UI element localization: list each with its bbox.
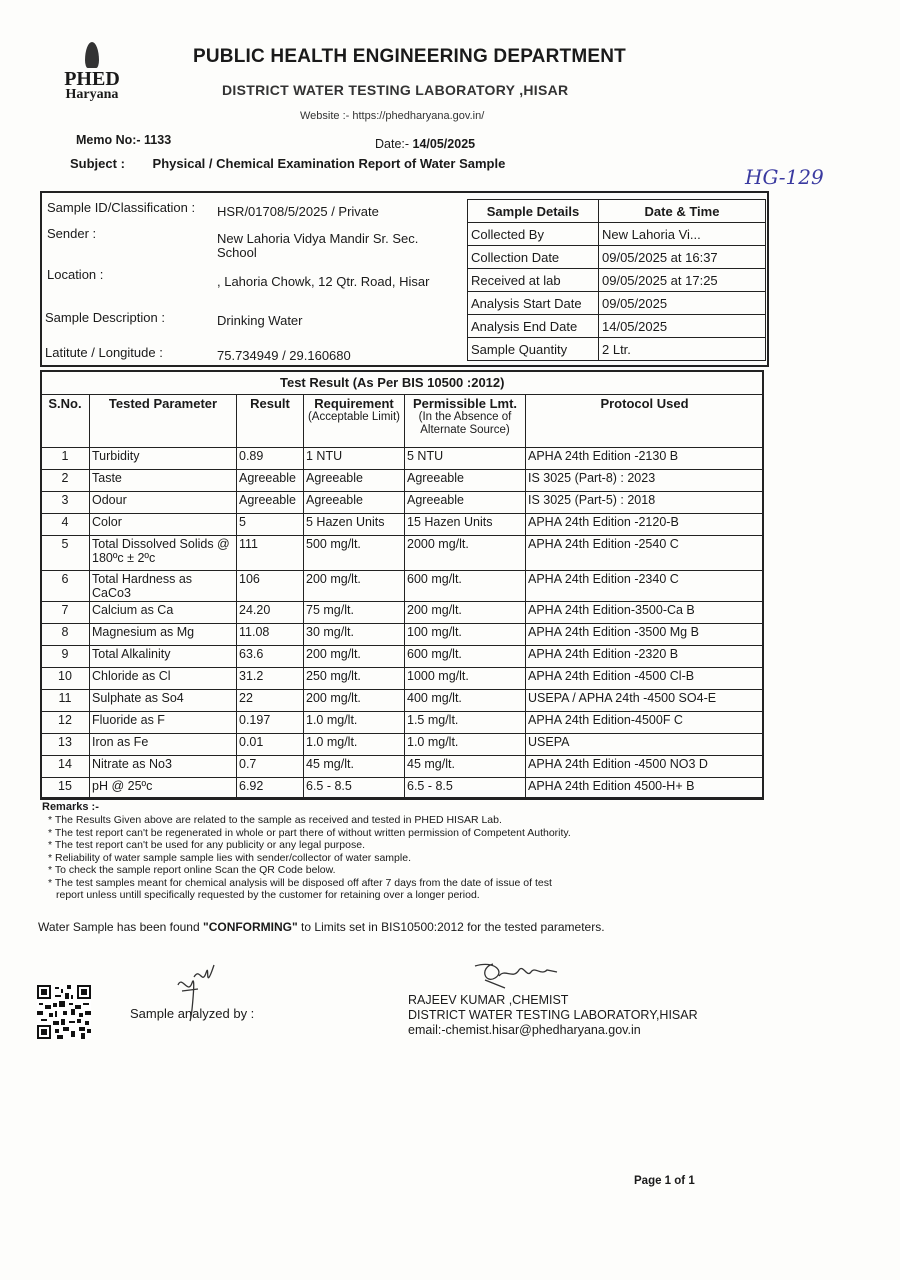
sender-line1: New Lahoria Vidya Mandir Sr. Sec. <box>217 231 419 246</box>
result-cell: 63.6 <box>237 646 304 668</box>
table-row <box>41 602 764 624</box>
param-cell: Iron as Fe <box>90 734 237 756</box>
permissible-cell: 1.0 mg/lt. <box>405 734 526 756</box>
table-row <box>41 448 764 470</box>
result-cell: 0.197 <box>237 712 304 734</box>
remark-item: * The Results Given above are related to the sample as received and tested in PHED HISAR Lab. <box>48 814 502 826</box>
subject-text: Physical / Chemical Examination Report of Water Sample <box>152 156 506 171</box>
sno-cell: 2 <box>41 470 90 492</box>
tap-icon <box>85 42 99 68</box>
requirement-sub: (Acceptable Limit) <box>307 411 401 423</box>
table-row <box>41 668 764 690</box>
protocol-cell: IS 3025 (Part-5) : 2018 <box>526 492 764 514</box>
result-cell: Agreeable <box>237 492 304 514</box>
permissible-cell: 400 mg/lt. <box>405 690 526 712</box>
param-cell: Calcium as Ca <box>90 602 237 624</box>
param-cell: Nitrate as No3 <box>90 756 237 778</box>
detail-key: Collected By <box>468 223 599 246</box>
location-label: Location : <box>47 267 104 282</box>
sno-cell: 3 <box>41 492 90 514</box>
remarks-list <box>48 814 668 902</box>
protocol-cell: USEPA <box>526 734 764 756</box>
sno-cell: 6 <box>41 571 90 602</box>
permissible-cell: 45 mg/lt. <box>405 756 526 778</box>
table-row <box>41 514 764 536</box>
sno-cell: 15 <box>41 778 90 800</box>
requirement-cell: 1 NTU <box>304 448 405 470</box>
report-date <box>375 137 475 151</box>
requirement-cell: 200 mg/lt. <box>304 571 405 602</box>
result-cell: 106 <box>237 571 304 602</box>
table-row <box>468 246 766 269</box>
param-cell: pH @ 25ºc <box>90 778 237 800</box>
param-cell: Total Alkalinity <box>90 646 237 668</box>
results-header-row <box>41 395 764 448</box>
sample-details-header: Sample Details <box>468 200 599 223</box>
table-row <box>468 338 766 361</box>
protocol-cell: IS 3025 (Part-8) : 2023 <box>526 470 764 492</box>
result-cell: Agreeable <box>237 470 304 492</box>
sno-cell: 13 <box>41 734 90 756</box>
permissible-cell: 15 Hazen Units <box>405 514 526 536</box>
sno-cell: 7 <box>41 602 90 624</box>
sno-cell: 14 <box>41 756 90 778</box>
protocol-cell: APHA 24th Edition -2340 C <box>526 571 764 602</box>
conformity-status: "CONFORMING" <box>203 920 298 934</box>
detail-value: 14/05/2025 <box>599 315 766 338</box>
remark-item: report unless untill specifically requested by the customer for retaining over a longer period. <box>56 889 480 901</box>
chemist-lab: DISTRICT WATER TESTING LABORATORY,HISAR <box>408 1008 698 1022</box>
table-row <box>41 734 764 756</box>
remark-item: * To check the sample report online Scan the QR Code below. <box>48 864 336 876</box>
table-row <box>468 223 766 246</box>
sno-cell: 4 <box>41 514 90 536</box>
sno-cell: 1 <box>41 448 90 470</box>
requirement-cell: Agreeable <box>304 492 405 514</box>
description-label: Sample Description : <box>45 310 165 325</box>
remark-item: * The test report can't be regenerated in whole or part there of without written permission of Competent Authority. <box>48 826 571 839</box>
lab-title: DISTRICT WATER TESTING LABORATORY ,HISAR <box>222 82 569 98</box>
detail-key: Analysis Start Date <box>468 292 599 315</box>
conformity-statement <box>38 920 605 934</box>
website: Website :- https://phedharyana.gov.in/ <box>300 110 485 122</box>
sno-header: S.No. <box>41 395 90 448</box>
table-row <box>41 536 764 571</box>
result-cell: 0.01 <box>237 734 304 756</box>
department-title: PUBLIC HEALTH ENGINEERING DEPARTMENT <box>193 46 626 67</box>
permissible-cell: 600 mg/lt. <box>405 646 526 668</box>
detail-key: Analysis End Date <box>468 315 599 338</box>
permissible-sub: (In the Absence of Alternate Source) <box>418 411 512 436</box>
test-result-title: Test Result (As Per BIS 10500 :2012) <box>280 375 505 390</box>
subject-label: Subject : <box>70 156 125 171</box>
permissible-cell: 1.5 mg/lt. <box>405 712 526 734</box>
param-cell: Chloride as Cl <box>90 668 237 690</box>
protocol-cell: APHA 24th Edition -2130 B <box>526 448 764 470</box>
qr-code <box>37 985 91 1039</box>
permissible-cell: 5 NTU <box>405 448 526 470</box>
logo-line2: Haryana <box>65 87 119 102</box>
sno-cell: 9 <box>41 646 90 668</box>
param-cell: Total Hardness as CaCo3 <box>90 571 237 602</box>
permissible-cell: 600 mg/lt. <box>405 571 526 602</box>
sender-line2: School <box>217 245 257 260</box>
sample-id: HSR/01708/5/2025 / Private <box>217 204 379 219</box>
latlong-label: Latitute / Longitude : <box>45 345 163 360</box>
result-cell: 111 <box>237 536 304 571</box>
conformity-pre: Water Sample has been found <box>38 920 203 934</box>
result-cell: 31.2 <box>237 668 304 690</box>
requirement-cell: 500 mg/lt. <box>304 536 405 571</box>
latlong: 75.734949 / 29.160680 <box>217 348 351 363</box>
param-cell: Odour <box>90 492 237 514</box>
detail-value: 2 Ltr. <box>599 338 766 361</box>
subject <box>70 156 505 171</box>
sno-cell: 10 <box>41 668 90 690</box>
result-cell: 6.92 <box>237 778 304 800</box>
sno-cell: 12 <box>41 712 90 734</box>
handwritten-note: HG-129 <box>745 165 824 189</box>
detail-value: New Lahoria Vi... <box>599 223 766 246</box>
detail-value: 09/05/2025 <box>599 292 766 315</box>
page-number: Page 1 of 1 <box>634 1175 695 1187</box>
table-row <box>41 712 764 734</box>
param-cell: Fluoride as F <box>90 712 237 734</box>
table-row <box>41 624 764 646</box>
param-header: Tested Parameter <box>90 395 237 448</box>
results-table <box>40 394 764 800</box>
remarks-heading: Remarks :- <box>42 801 99 813</box>
table-row <box>41 756 764 778</box>
permissible-cell: 2000 mg/lt. <box>405 536 526 571</box>
result-cell: 24.20 <box>237 602 304 624</box>
sno-cell: 11 <box>41 690 90 712</box>
requirement-cell: 5 Hazen Units <box>304 514 405 536</box>
param-cell: Color <box>90 514 237 536</box>
remark-item: * Reliability of water sample sample lies with sender/collector of water sample. <box>48 851 411 864</box>
protocol-cell: APHA 24th Edition -4500 NO3 D <box>526 756 764 778</box>
location: , Lahoria Chowk, 12 Qtr. Road, Hisar <box>217 274 430 289</box>
result-header: Result <box>237 395 304 448</box>
requirement-cell: 75 mg/lt. <box>304 602 405 624</box>
requirement-header <box>304 395 405 448</box>
protocol-cell: APHA 24th Edition -2320 B <box>526 646 764 668</box>
logo-line1: PHED <box>64 68 120 90</box>
requirement-cell: 250 mg/lt. <box>304 668 405 690</box>
protocol-cell: APHA 24th Edition -3500 Mg B <box>526 624 764 646</box>
chemist-email: email:-chemist.hisar@phedharyana.gov.in <box>408 1023 641 1037</box>
date-time-header: Date & Time <box>599 200 766 223</box>
requirement-cell: 1.0 mg/lt. <box>304 712 405 734</box>
requirement-cell: 1.0 mg/lt. <box>304 734 405 756</box>
table-row <box>41 690 764 712</box>
sender-label: Sender : <box>47 226 97 241</box>
permissible-cell: Agreeable <box>405 470 526 492</box>
param-cell: Total Dissolved Solids @ 180ºc ± 2ºc <box>90 536 237 571</box>
requirement-cell: 200 mg/lt. <box>304 646 405 668</box>
memo-number: Memo No:- 1133 <box>76 133 172 147</box>
date-value: 14/05/2025 <box>412 137 476 151</box>
sample-details-table <box>467 199 766 361</box>
table-row <box>41 492 764 514</box>
table-row <box>41 470 764 492</box>
permissible-cell: 100 mg/lt. <box>405 624 526 646</box>
requirement-cell: Agreeable <box>304 470 405 492</box>
protocol-cell: USEPA / APHA 24th -4500 SO4-E <box>526 690 764 712</box>
result-cell: 5 <box>237 514 304 536</box>
result-cell: 22 <box>237 690 304 712</box>
permissible-cell: 200 mg/lt. <box>405 602 526 624</box>
param-cell: Magnesium as Mg <box>90 624 237 646</box>
result-cell: 0.7 <box>237 756 304 778</box>
param-cell: Turbidity <box>90 448 237 470</box>
result-cell: 11.08 <box>237 624 304 646</box>
analyst-signature <box>170 955 230 1025</box>
table-row <box>468 315 766 338</box>
result-cell: 0.89 <box>237 448 304 470</box>
conformity-post: to Limits set in BIS10500:2012 for the tested parameters. <box>297 920 605 934</box>
protocol-cell: APHA 24th Edition 4500-H+ B <box>526 778 764 800</box>
protocol-cell: APHA 24th Edition -2540 C <box>526 536 764 571</box>
detail-value: 09/05/2025 at 17:25 <box>599 269 766 292</box>
phed-logo <box>52 42 132 102</box>
requirement-cell: 45 mg/lt. <box>304 756 405 778</box>
param-cell: Taste <box>90 470 237 492</box>
protocol-cell: APHA 24th Edition -2120-B <box>526 514 764 536</box>
permissible-cell: 1000 mg/lt. <box>405 668 526 690</box>
table-row <box>468 269 766 292</box>
sno-cell: 8 <box>41 624 90 646</box>
chemist-block <box>408 993 698 1038</box>
permissible-header <box>405 395 526 448</box>
detail-key: Collection Date <box>468 246 599 269</box>
requirement-title: Requirement <box>314 396 394 411</box>
remark-item: * The test report can't be used for any publicity or any legal purpose. <box>48 839 365 851</box>
date-label: Date:- <box>375 137 410 151</box>
protocol-cell: APHA 24th Edition -4500 Cl-B <box>526 668 764 690</box>
requirement-cell: 200 mg/lt. <box>304 690 405 712</box>
protocol-header: Protocol Used <box>526 395 764 448</box>
requirement-cell: 6.5 - 8.5 <box>304 778 405 800</box>
detail-value: 09/05/2025 at 16:37 <box>599 246 766 269</box>
chemist-signature <box>465 958 565 998</box>
table-row <box>41 571 764 602</box>
detail-key: Sample Quantity <box>468 338 599 361</box>
chemist-name: RAJEEV KUMAR ,CHEMIST <box>408 993 569 1007</box>
table-row <box>41 778 764 800</box>
table-row <box>468 292 766 315</box>
requirement-cell: 30 mg/lt. <box>304 624 405 646</box>
detail-key: Received at lab <box>468 269 599 292</box>
param-cell: Sulphate as So4 <box>90 690 237 712</box>
permissible-cell: 6.5 - 8.5 <box>405 778 526 800</box>
description: Drinking Water <box>217 313 303 328</box>
analyzed-by-label: Sample analyzed by : <box>130 1006 255 1021</box>
remark-item: * The test samples meant for chemical analysis will be disposed off after 7 days from the date of issue of test <box>48 876 552 889</box>
permissible-title: Permissible Lmt. <box>412 396 518 411</box>
protocol-cell: APHA 24th Edition-3500-Ca B <box>526 602 764 624</box>
sample-id-label: Sample ID/Classification : <box>47 200 196 215</box>
protocol-cell: APHA 24th Edition-4500F C <box>526 712 764 734</box>
permissible-cell: Agreeable <box>405 492 526 514</box>
table-row <box>41 646 764 668</box>
sno-cell: 5 <box>41 536 90 571</box>
